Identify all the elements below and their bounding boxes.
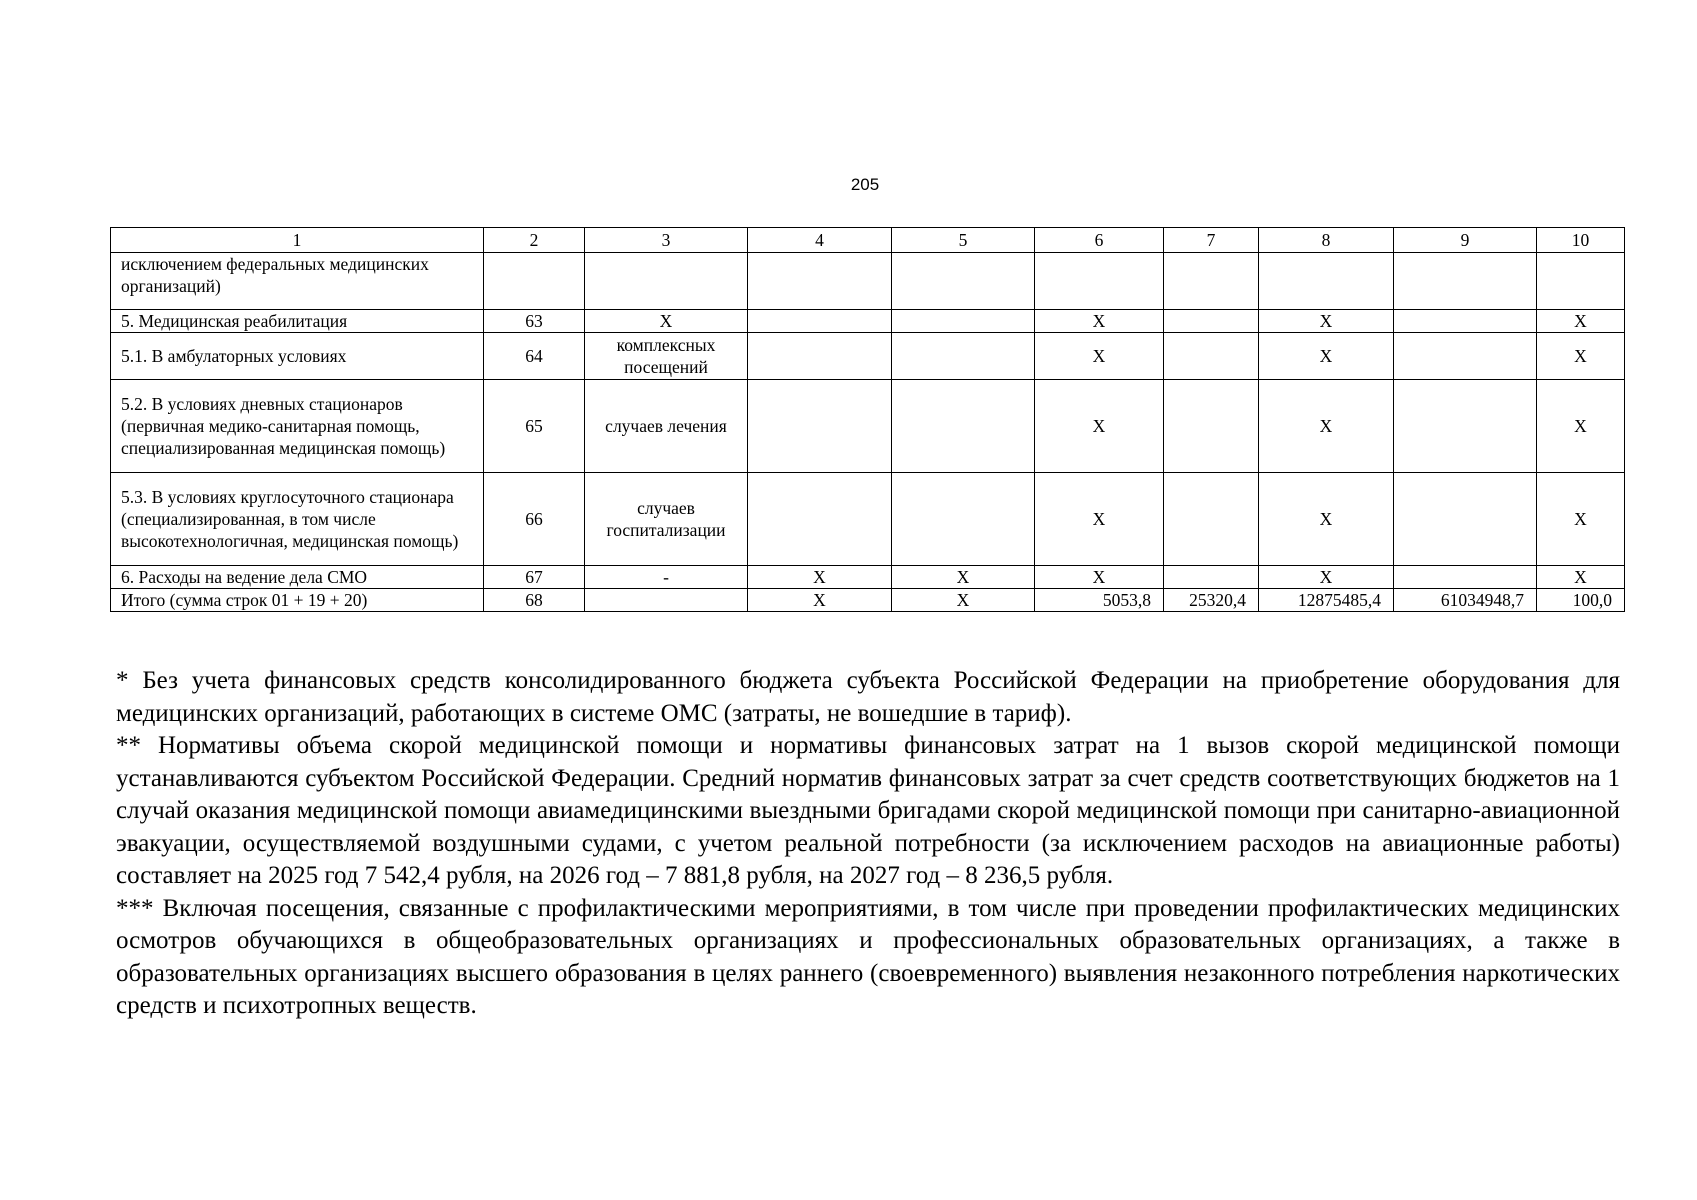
- table-cell: [484, 253, 585, 310]
- table-cell: [1537, 253, 1625, 310]
- table-cell: X: [1035, 566, 1164, 589]
- normatives-table: [110, 227, 1625, 612]
- table-cell: [1035, 253, 1164, 310]
- table-cell: 63: [484, 310, 585, 333]
- table-cell: X: [892, 566, 1035, 589]
- table-cell: X: [1537, 566, 1625, 589]
- table-row: [111, 253, 1625, 310]
- table-cell: 67: [484, 566, 585, 589]
- table-cell: X: [1035, 333, 1164, 380]
- table-cell: X: [748, 589, 892, 612]
- table-cell: X: [1259, 380, 1394, 473]
- column-header: 4: [748, 228, 892, 253]
- column-header: 9: [1394, 228, 1537, 253]
- table-cell: 64: [484, 333, 585, 380]
- table-cell: [1394, 310, 1537, 333]
- table-cell: X: [1259, 566, 1394, 589]
- table-cell: 25320,4: [1164, 589, 1259, 612]
- table-cell: X: [1259, 310, 1394, 333]
- table-cell: X: [892, 589, 1035, 612]
- table-cell: [748, 310, 892, 333]
- table-cell: [892, 473, 1035, 566]
- table-cell: [1394, 566, 1537, 589]
- column-header: 7: [1164, 228, 1259, 253]
- table-cell: [1394, 333, 1537, 380]
- table-total-row: [111, 589, 1625, 612]
- row-label: 5.1. В амбулаторных условиях: [111, 333, 484, 380]
- table-cell: [585, 589, 748, 612]
- table-cell: 68: [484, 589, 585, 612]
- table-cell: X: [1259, 333, 1394, 380]
- page-number: 205: [850, 175, 880, 194]
- table-cell: [1164, 333, 1259, 380]
- table-cell: X: [1035, 380, 1164, 473]
- table-cell: 61034948,7: [1394, 589, 1537, 612]
- table-cell: [1394, 253, 1537, 310]
- table-cell: 66: [484, 473, 585, 566]
- row-label: 5.3. В условиях круглосуточного стационара (специализированная, в том числе высокотехнологичная, медицинская помощь): [111, 473, 484, 566]
- table-cell: 5053,8: [1035, 589, 1164, 612]
- table-cell: X: [1537, 310, 1625, 333]
- table-cell: [1164, 310, 1259, 333]
- table-cell: X: [585, 310, 748, 333]
- table-cell: [892, 253, 1035, 310]
- footnote-3: *** Включая посещения, связанные с профилактическими мероприятиями, в том числе при проведении профилактических медицинских осмотров обучающихся в общеобразовательных организациях и профессиональных образовательных организациях, а также в образовательных организациях высшего образования в целях раннего (своевременного) выявления незаконного потребления наркотических средств и психотропных веществ.: [116, 894, 1620, 1019]
- table-header-row: [111, 228, 1625, 253]
- table-cell: X: [1537, 473, 1625, 566]
- column-header: 10: [1537, 228, 1625, 253]
- table-cell: [748, 473, 892, 566]
- row-label: 5.2. В условиях дневных стационаров (первичная медико-санитарная помощь, специализированная медицинская помощь): [111, 380, 484, 473]
- table-cell: комплексных посещений: [585, 333, 748, 380]
- column-header: 6: [1035, 228, 1164, 253]
- table-cell: -: [585, 566, 748, 589]
- table-cell: 65: [484, 380, 585, 473]
- table-row: [111, 333, 1625, 380]
- footnote-2: ** Нормативы объема скорой медицинской помощи и нормативы финансовых затрат на 1 вызов скорой медицинской помощи устанавливаются субъектом Российской Федерации. Средний норматив финансовых затрат за счет средств соответствующих бюджетов на 1 случай оказания медицинской помощи авиамедицинскими выездными бригадами скорой медицинской помощи при санитарно-авиационной эвакуации, осуществляемой воздушными судами, с учетом реальной потребности (за исключением расходов на авиационные работы) составляет на 2025 год 7 542,4 рубля, на 2026 год – 7 881,8 рубля, на 2027 год – 8 236,5 рубля.: [116, 732, 1620, 889]
- table-cell: [1164, 380, 1259, 473]
- table-cell: 100,0: [1537, 589, 1625, 612]
- table-row: [111, 473, 1625, 566]
- table-cell: X: [1035, 473, 1164, 566]
- table-cell: случаев лечения: [585, 380, 748, 473]
- column-header: 3: [585, 228, 748, 253]
- table-cell: [748, 253, 892, 310]
- table-cell: [892, 310, 1035, 333]
- table-cell: [1164, 473, 1259, 566]
- row-label: 6. Расходы на ведение дела СМО: [111, 566, 484, 589]
- table-cell: [892, 380, 1035, 473]
- column-header: 5: [892, 228, 1035, 253]
- row-label: 5. Медицинская реабилитация: [111, 310, 484, 333]
- table-cell: [1164, 566, 1259, 589]
- table-cell: [892, 333, 1035, 380]
- table-cell: [1164, 253, 1259, 310]
- row-label: Итого (сумма строк 01 + 19 + 20): [111, 589, 484, 612]
- column-header: 2: [484, 228, 585, 253]
- row-label: исключением федеральных медицинских организаций): [111, 253, 484, 310]
- table-cell: X: [1035, 310, 1164, 333]
- table-cell: X: [748, 566, 892, 589]
- table-cell: [1259, 253, 1394, 310]
- table-cell: X: [1537, 380, 1625, 473]
- footnotes: [116, 665, 1620, 1023]
- table-cell: [585, 253, 748, 310]
- table-cell: 12875485,4: [1259, 589, 1394, 612]
- table-row: [111, 310, 1625, 333]
- column-header: 8: [1259, 228, 1394, 253]
- table-cell: X: [1537, 333, 1625, 380]
- table-cell: X: [1259, 473, 1394, 566]
- table-cell: [748, 333, 892, 380]
- footnote-1: * Без учета финансовых средств консолидированного бюджета субъекта Российской Федерации на приобретение оборудования для медицинских организаций, работающих в системе ОМС (затраты, не вошедшие в тариф).: [116, 667, 1620, 727]
- table-cell: случаев госпитализации: [585, 473, 748, 566]
- table-cell: [1394, 473, 1537, 566]
- table-row: [111, 566, 1625, 589]
- table-row: [111, 380, 1625, 473]
- column-header: 1: [111, 228, 484, 253]
- table-cell: [1394, 380, 1537, 473]
- table-cell: [748, 380, 892, 473]
